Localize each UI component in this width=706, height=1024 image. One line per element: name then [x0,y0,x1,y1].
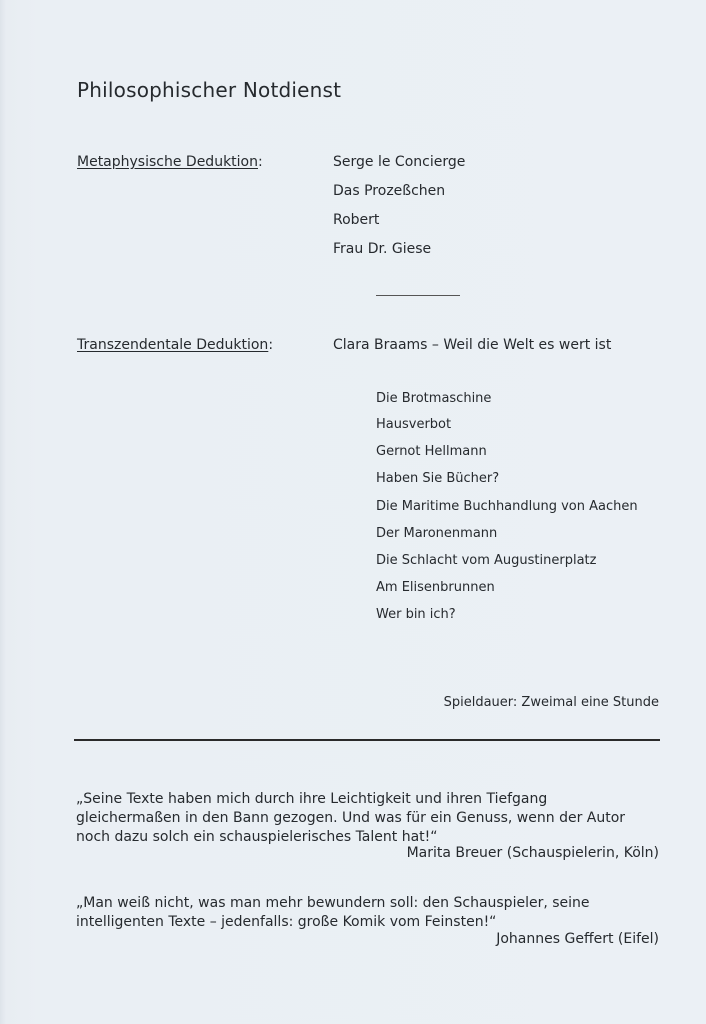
section-label-colon: : [268,337,274,353]
list-item: Serge le Concierge [333,154,466,170]
quote-author: Marita Breuer (Schauspielerin, Köln) [406,845,659,861]
list-item: Hausverbot [376,417,452,432]
quote-line: intelligenten Texte – jedenfalls: große Komik vom Feinsten!“ [76,914,497,930]
page-title: Philosophischer Notdienst [77,78,342,102]
duration-note: Spieldauer: Zweimal eine Stunde [443,695,659,710]
list-item: Frau Dr. Giese [333,241,432,257]
section-divider [376,295,460,296]
quote-line: noch dazu solch ein schauspielerisches Talent hat!“ [76,829,438,845]
quote-line: „Man weiß nicht, was man mehr bewundern soll: den Schauspieler, seine [76,895,590,911]
quote-block [76,790,660,847]
quote-block [76,894,660,932]
list-item: Gernot Hellmann [376,444,487,459]
list-item: Die Maritime Buchhandlung von Aachen [376,499,638,514]
list-item: Am Elisenbrunnen [376,580,495,595]
list-item: Der Maronenmann [376,526,498,541]
section-label-metaphysische [77,154,263,170]
section-headline: Clara Braams – Weil die Welt es wert ist [333,337,612,353]
section-label-transzendentale [77,337,273,353]
list-item: Haben Sie Bücher? [376,471,500,486]
list-item: Die Brotmaschine [376,391,492,406]
list-item: Die Schlacht vom Augustinerplatz [376,553,597,568]
list-item: Wer bin ich? [376,607,456,622]
section-label-text: Metaphysische Deduktion [77,154,258,170]
list-item: Robert [333,212,380,228]
quote-author: Johannes Geffert (Eifel) [496,931,659,947]
quote-line: gleichermaßen in den Bann gezogen. Und was für ein Genuss, wenn der Autor [76,810,626,826]
section-label-colon: : [258,154,263,170]
section-label-text: Transzendentale Deduktion [77,337,269,353]
divider-line [74,739,660,741]
list-item: Das Prozeßchen [333,183,446,199]
quote-line: „Seine Texte haben mich durch ihre Leichtigkeit und ihren Tiefgang [76,791,548,807]
